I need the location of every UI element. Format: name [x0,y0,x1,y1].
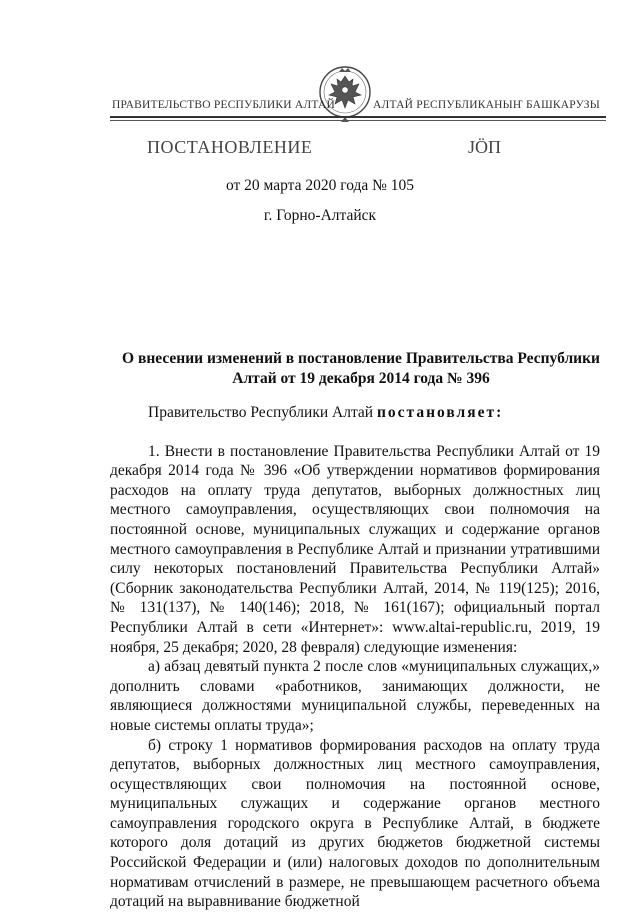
document-city: г. Горно-Алтайск [263,207,377,224]
header-divider-thin [110,120,606,121]
document-title: О внесении изменений в постановление Правительства Республики Алтай от 19 декабря 2014 года № 396 [122,350,600,387]
body-paragraph-1: 1. Внести в постановление Правительства Республики Алтай от 19 декабря 2014 года № 396 «Об утверждении нормативов формирования расходов на оплату труда депутатов, выборных должностных лиц местного самоуправления, осуществляющих свои полномочия на постоянной основе, муниципальных служащих и содержание органов местного самоуправления в Республике Алтай и признании утратившими силу некоторых постановлений Правительства Республики Алтай» (Сборник законодательства Республики Алтай, 2014, № 119(125); 2016, № 131(137), № 140(146); 2018, № 161(167); официальный портал Республики Алтай в сети «Интернет»: www.altai-republic.ru, 2019, 19 ноября, 25 декабря; 2020, 28 февраля) следующие изменения: [110,442,600,656]
government-name-russian: ПРАВИТЕЛЬСТВО РЕСПУБЛИКИ АЛТАЙ [112,99,336,111]
body-paragraph-2: а) абзац девятый пункта 2 после слов «муниципальных служащих,» дополнить словами «работников, занимающих должности, не являющиеся должностями муниципальной службы, переведенных на новые системы оплаты труда»; [110,658,600,734]
body-paragraph-3: б) строку 1 нормативов формирования расходов на оплату труда депутатов, выборных должностных лиц местного самоуправления, осуществляющих свои полномочия на постоянной основе, муниципальных служащих и содержание органов местного самоуправления городского округа в Республике Алтай, в бюджете которого доля дотаций из других бюджетов бюджетной системы Российской Федерации и (или) налоговых доходов по дополнительным нормативам отчислений в размере, не превышающем расчетного объема дотаций на выравнивание бюджетной [110,736,600,911]
intro-paragraph [110,403,600,423]
government-name-altai: АЛТАЙ РЕСПУБЛИКАНЫҤ БАШКАРУЗЫ [373,99,600,111]
intro-text: Правительство Республики Алтай [148,404,377,421]
document-type-russian: ПОСТАНОВЛЕНИЕ [147,137,313,157]
document-date-number: от 20 марта 2020 года № 105 [225,177,415,194]
header-divider-thick [110,116,606,118]
coat-of-arms-emblem [317,62,373,124]
intro-emphasis: постановляет: [376,404,504,421]
document-body [110,403,600,912]
document-type-altai: ЈӦП [468,137,502,157]
